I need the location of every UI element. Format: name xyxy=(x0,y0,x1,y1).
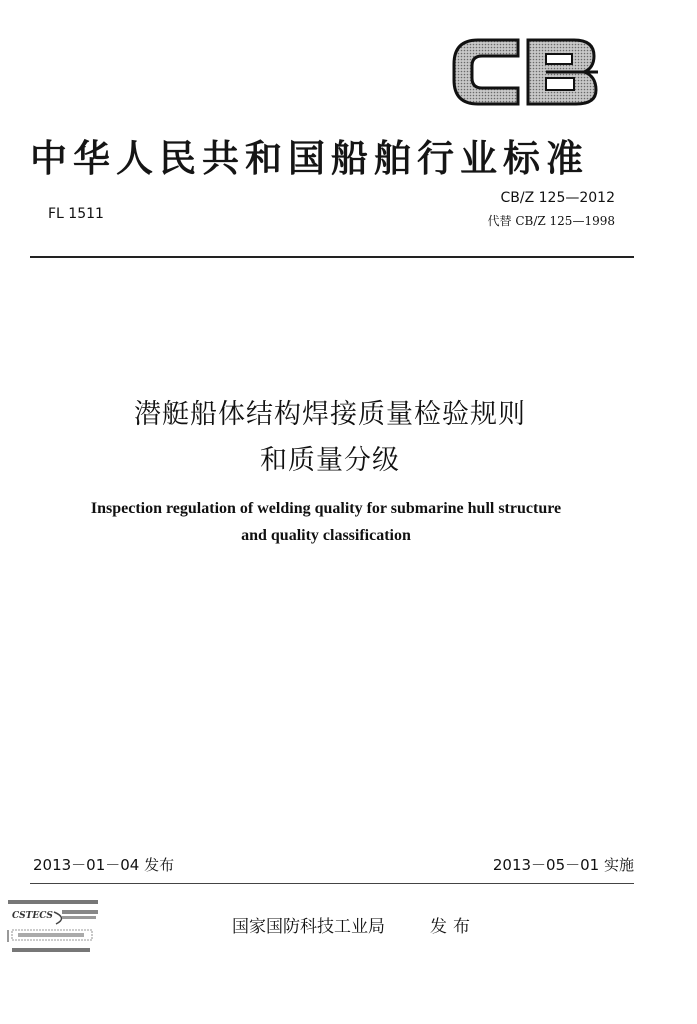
title-en-line2: and quality classification xyxy=(241,527,411,544)
implementation-date: 2013－05－01 实施 xyxy=(492,856,634,874)
title-cn-line1: 潜艇船体结构焊接质量检验规则 xyxy=(134,399,526,430)
header-divider xyxy=(30,256,634,258)
standard-number: CB/Z 125—2012 xyxy=(500,190,615,206)
distribution-stamp xyxy=(4,896,104,960)
org-title: 中华人民共和国船舶行业标准 xyxy=(30,137,589,180)
publisher: 国家国防科技工业局 xyxy=(232,917,385,937)
title-cn-line2: 和质量分级 xyxy=(260,445,400,476)
title-en-line1: Inspection regulation of welding quality for submarine hull structure xyxy=(90,500,562,517)
cb-logo xyxy=(448,34,600,110)
footer-divider xyxy=(30,883,634,884)
stamp-brand: CSTECS xyxy=(12,911,53,921)
classification-code: FL 1511 xyxy=(48,206,104,222)
replaces-standard: 代替 CB/Z 125—1998 xyxy=(487,214,615,228)
issue-date: 2013－01－04 发布 xyxy=(33,856,175,874)
publish-label: 发布 xyxy=(430,917,476,937)
